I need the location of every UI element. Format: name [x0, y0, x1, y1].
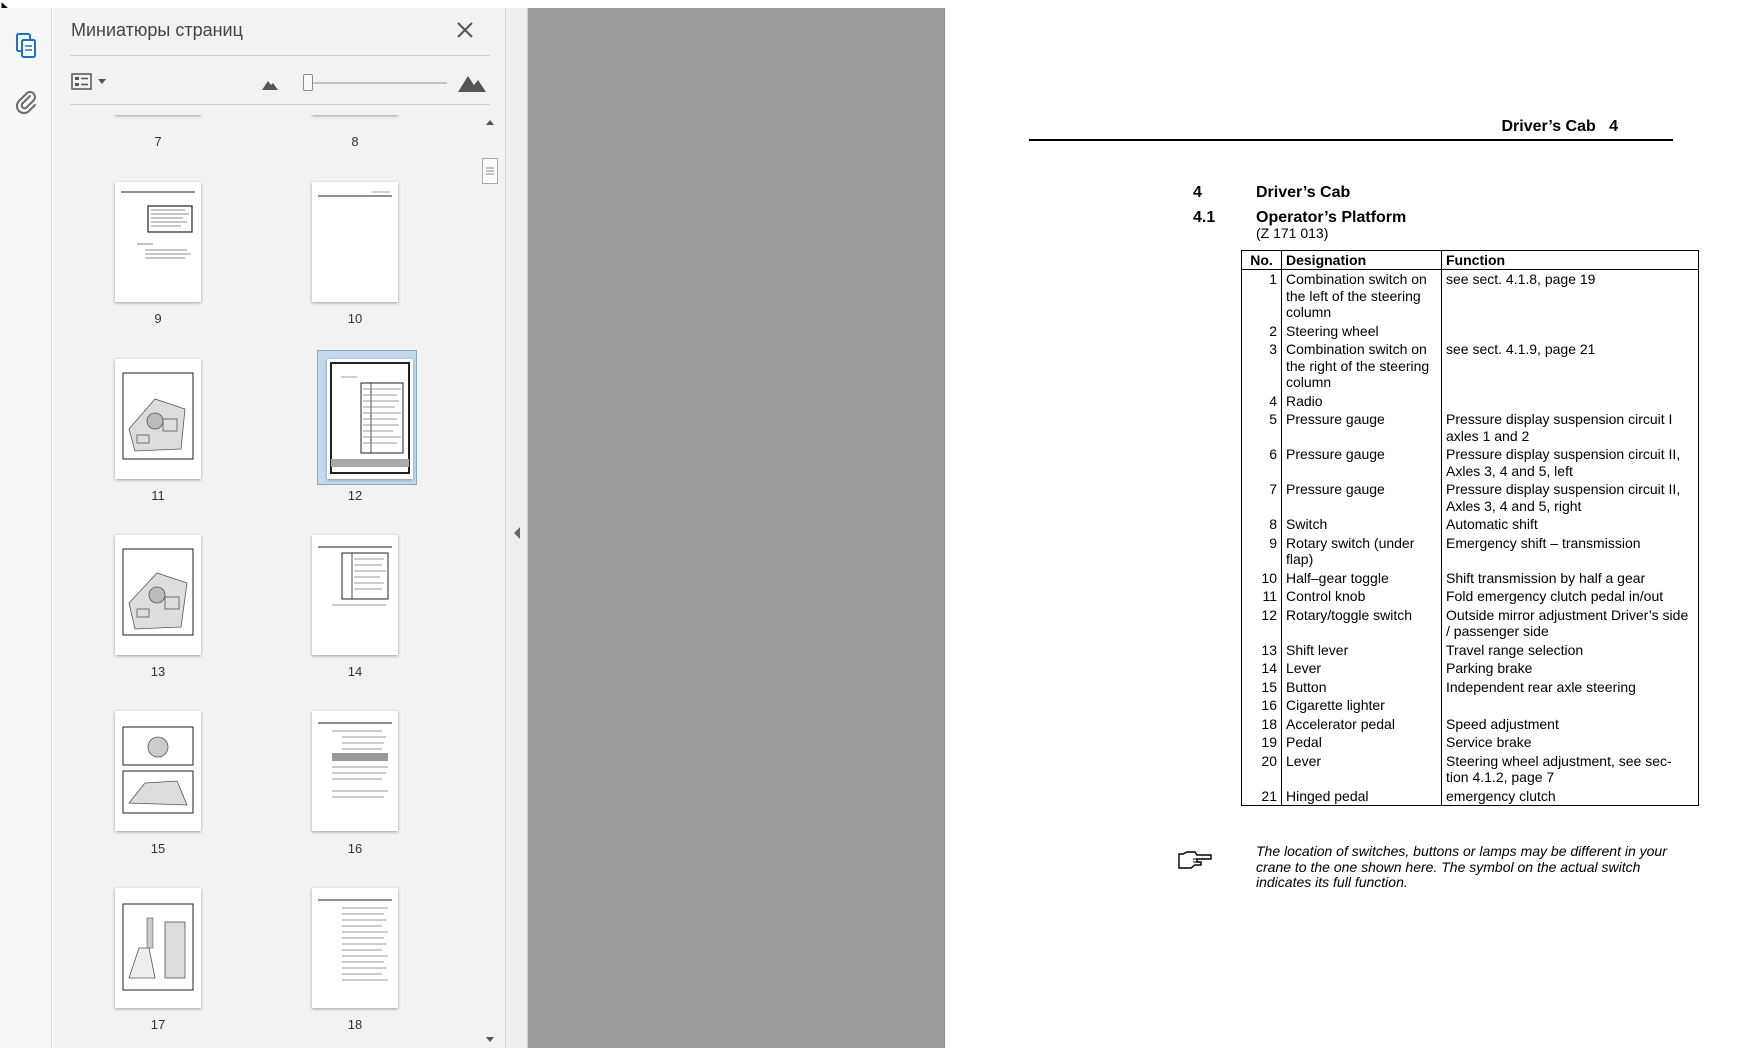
collapse-panel-icon[interactable]	[512, 525, 522, 541]
table-row	[1242, 534, 1699, 569]
zoom-in-mountain-icon[interactable]	[457, 70, 487, 94]
column-header: Designation	[1282, 251, 1442, 270]
table-cell-designation: Pressure gauge	[1282, 410, 1442, 445]
zoom-out-mountain-icon[interactable]	[261, 74, 279, 92]
thumbnail-label: 11	[151, 488, 165, 503]
page-thumbnail[interactable]	[115, 359, 201, 479]
table-row	[1242, 678, 1699, 697]
table-cell-designation: Accelerator pedal	[1282, 715, 1442, 734]
table-cell-designation: Combination switch on the left of the steering column	[1282, 270, 1442, 322]
table-cell-no: 6	[1242, 445, 1282, 480]
document-page	[944, 8, 1748, 1048]
table-cell-designation: Shift lever	[1282, 641, 1442, 660]
table-row	[1242, 715, 1699, 734]
thumbnail-label: 16	[347, 841, 363, 856]
page-thumbnail[interactable]	[312, 888, 398, 1008]
attachment-icon	[13, 87, 39, 115]
note-text: The location of switches, buttons or lamps may be different in your crane to the one shown here. The symbol on the actual switch indicates its full function.	[1256, 843, 1667, 890]
table-cell-no: 16	[1242, 696, 1282, 715]
table-cell-function: Pressure display suspension circuit I axles 1 and 2	[1446, 411, 1673, 444]
table-cell-designation: Radio	[1282, 392, 1442, 411]
thumbnail-grid	[53, 115, 480, 1048]
scroll-thumb[interactable]	[482, 158, 498, 184]
page-thumbnail[interactable]	[115, 888, 201, 1008]
table-cell-function: Travel range selection	[1446, 641, 1584, 658]
attachments-button[interactable]	[10, 85, 42, 117]
navigation-rail	[0, 8, 52, 1048]
page-thumbnail[interactable]	[115, 535, 201, 655]
section-number: 4	[1193, 184, 1202, 201]
controls-table	[1241, 250, 1699, 806]
table-cell-no: 14	[1242, 659, 1282, 678]
table-cell-no: 8	[1242, 515, 1282, 534]
scroll-down-icon[interactable]	[484, 1033, 496, 1045]
table-cell-function: Independent rear axle steering	[1446, 678, 1636, 695]
page-thumbnails-icon	[13, 32, 39, 60]
table-row	[1242, 569, 1699, 588]
column-header: No.	[1242, 251, 1282, 270]
panel-title: Миниатюры страниц	[71, 20, 243, 40]
page-thumbnail[interactable]	[115, 182, 201, 302]
thumbnail-label: 8	[351, 134, 359, 149]
table-cell-function: Parking brake	[1446, 660, 1533, 676]
table-cell-no: 19	[1242, 733, 1282, 752]
chevron-down-icon	[98, 79, 106, 84]
table-cell-function: Speed adjustment	[1446, 715, 1559, 732]
table-cell-function: Shift transmission by half a gear	[1446, 569, 1646, 586]
page-thumbnail-selected[interactable]	[327, 359, 413, 479]
column-header: Function	[1442, 251, 1699, 270]
divider	[70, 55, 490, 56]
table-row	[1242, 392, 1699, 411]
table-cell-no: 9	[1242, 534, 1282, 569]
table-row	[1242, 696, 1699, 715]
table-cell-function: Service brake	[1446, 734, 1532, 750]
table-row	[1242, 270, 1699, 322]
table-cell-no: 13	[1242, 641, 1282, 660]
table-cell-function: see sect. 4.1.8, page 19	[1446, 271, 1596, 287]
table-row	[1242, 787, 1699, 806]
table-cell-function: Automatic shift	[1446, 516, 1538, 532]
table-cell-no: 7	[1242, 480, 1282, 515]
grip-icon	[483, 159, 497, 183]
slider-thumb[interactable]	[303, 74, 313, 91]
header-rule	[1029, 139, 1673, 141]
table-cell-no: 4	[1242, 392, 1282, 411]
thumbnail-label: 15	[150, 841, 166, 856]
figure-reference: (Z 171 013)	[1256, 225, 1329, 241]
section-title: Driver’s Cab	[1256, 184, 1351, 201]
table-cell-no: 11	[1242, 587, 1282, 606]
table-cell-designation: Lever	[1282, 752, 1442, 787]
table-cell-no: 21	[1242, 787, 1282, 806]
thumbnail-label: 17	[150, 1017, 166, 1032]
table-cell-designation: Hinged pedal	[1282, 787, 1442, 806]
pointing-hand-icon	[1177, 846, 1213, 872]
table-cell-function: see sect. 4.1.9, page 21	[1446, 341, 1596, 357]
table-cell-no: 18	[1242, 715, 1282, 734]
table-row	[1242, 480, 1699, 515]
table-row	[1242, 410, 1699, 445]
table-cell-function	[1442, 696, 1699, 715]
table-cell-no: 15	[1242, 678, 1282, 697]
table-cell-designation: Pedal	[1282, 733, 1442, 752]
table-cell-designation: Half–gear toggle	[1282, 569, 1442, 588]
table-row	[1242, 445, 1699, 480]
table-cell-function	[1442, 392, 1699, 411]
table-row	[1242, 659, 1699, 678]
page-thumbnail[interactable]	[312, 711, 398, 831]
thumbnail-label: 10	[347, 311, 363, 326]
thumbnail-label: 7	[154, 134, 162, 149]
table-cell-designation: Cigarette lighter	[1282, 696, 1442, 715]
table-cell-no: 2	[1242, 322, 1282, 341]
thumbnail-label: 13	[150, 664, 166, 679]
thumbnail-label: 9	[154, 311, 162, 326]
table-cell-no: 3	[1242, 340, 1282, 392]
table-cell-no: 20	[1242, 752, 1282, 787]
table-cell-designation: Lever	[1282, 659, 1442, 678]
table-cell-function: Emergency shift – transmission	[1446, 534, 1641, 551]
table-cell-function	[1442, 322, 1699, 341]
divider	[70, 104, 490, 105]
panel-splitter[interactable]	[506, 8, 528, 1048]
table-cell-function: Pressure display suspension circuit II, Axles 3, 4 and 5, right	[1446, 481, 1681, 514]
table-cell-designation: Rotary/toggle switch	[1282, 606, 1442, 641]
slider-track	[303, 82, 447, 84]
table-cell-designation: Rotary switch (under flap)	[1282, 534, 1442, 569]
page-running-header: Driver’s Cab 4	[1501, 118, 1618, 135]
table-cell-no: 10	[1242, 569, 1282, 588]
table-row	[1242, 733, 1699, 752]
thumbnail-size-slider[interactable]	[303, 74, 447, 92]
scroll-up-icon[interactable]	[484, 117, 496, 129]
table-header-row	[1242, 251, 1699, 270]
table-cell-designation: Combination switch on the right of the steering column	[1282, 340, 1442, 392]
thumbnail-label: 18	[347, 1017, 363, 1032]
table-cell-designation: Control knob	[1282, 587, 1442, 606]
table-cell-designation: Switch	[1282, 515, 1442, 534]
table-cell-function: Outside mirror adjustment Driver’s side / passenger side	[1446, 606, 1689, 639]
table-cell-function: emergency clutch	[1446, 787, 1556, 804]
table-cell-function: Steering wheel adjustment, see sec-tion 4.1.2, page 7	[1446, 752, 1672, 785]
table-cell-no: 1	[1242, 270, 1282, 322]
page-thumbnail[interactable]	[312, 182, 398, 302]
subsection-title: Operator’s Platform	[1256, 209, 1407, 226]
close-icon[interactable]	[454, 19, 476, 41]
table-row	[1242, 340, 1699, 392]
table-cell-designation: Pressure gauge	[1282, 480, 1442, 515]
document-gutter	[528, 8, 944, 1048]
table-row	[1242, 752, 1699, 787]
page-thumbnail[interactable]	[312, 535, 398, 655]
thumbnail-options-button[interactable]	[71, 71, 115, 93]
table-cell-no: 5	[1242, 410, 1282, 445]
table-body	[1242, 270, 1699, 806]
table-cell-function: Pressure display suspension circuit II, Axles 3, 4 and 5, left	[1446, 446, 1681, 479]
table-row	[1242, 606, 1699, 641]
thumbnail-scrollbar[interactable]	[480, 115, 500, 1048]
table-cell-function: Fold emergency clutch pedal in/out	[1446, 588, 1664, 604]
table-cell-designation: Button	[1282, 678, 1442, 697]
thumbnail-label: 14	[347, 664, 363, 679]
table-cell-designation: Pressure gauge	[1282, 445, 1442, 480]
list-options-icon	[71, 71, 115, 93]
table-cell-designation: Steering wheel	[1282, 322, 1442, 341]
thumbnails-panel	[53, 8, 506, 1048]
table-row	[1242, 515, 1699, 534]
table-cell-no: 12	[1242, 606, 1282, 641]
table-row	[1242, 587, 1699, 606]
page-thumbnails-button[interactable]	[10, 30, 42, 62]
page-thumbnail[interactable]	[115, 711, 201, 831]
thumbnail-label: 12	[347, 488, 363, 503]
table-row	[1242, 322, 1699, 341]
subsection-number: 4.1	[1193, 209, 1216, 226]
table-row	[1242, 641, 1699, 660]
